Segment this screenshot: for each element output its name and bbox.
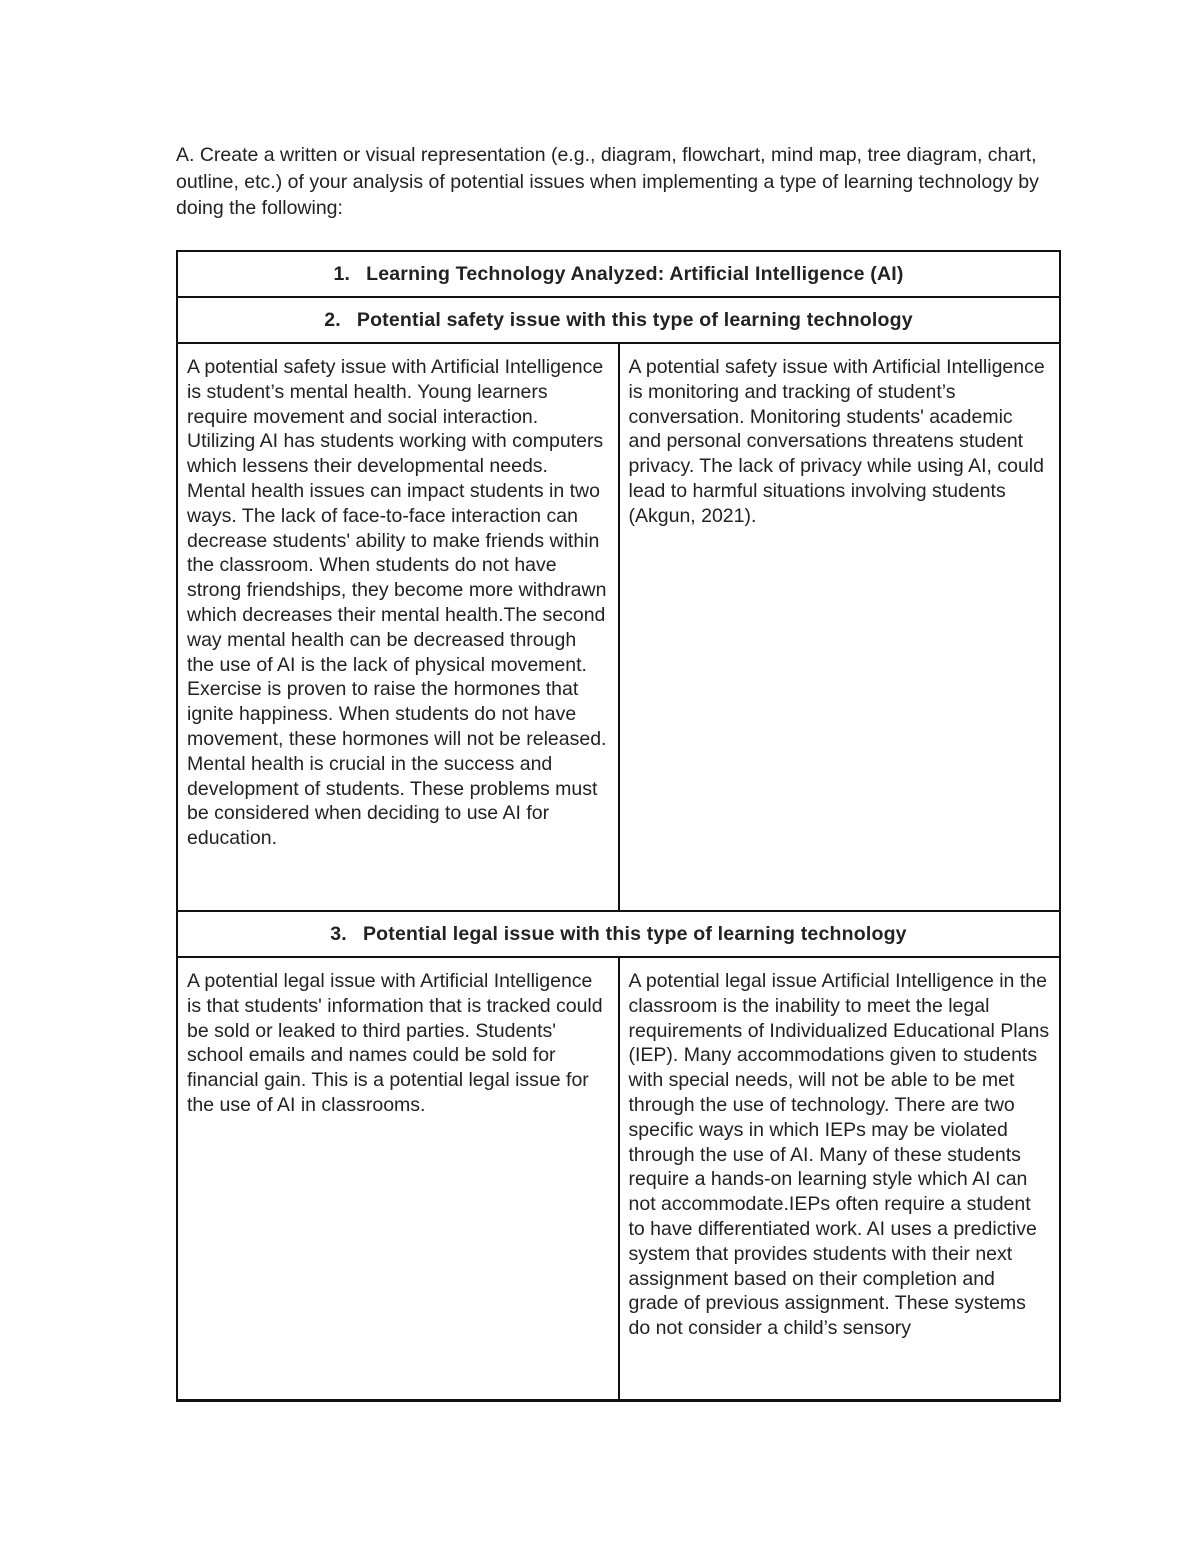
section-3-title: Potential legal issue with this type of learning technology xyxy=(362,922,907,945)
section-3-number: 3. xyxy=(330,922,347,945)
legal-issue-left-cell: A potential legal issue with Artificial Intelligence is that students' information that is tracked could be sold or leaked to third parties. Students' school emails and names could be sold for financial gain. This is a potential legal issue for the use of AI in classrooms. xyxy=(177,957,619,1401)
section-3-header-row xyxy=(177,911,1060,957)
legal-issue-row xyxy=(177,957,1060,1401)
section-3-header xyxy=(177,911,1060,957)
legal-issue-right-cell: A potential legal issue Artificial Intelligence in the classroom is the inability to meet the legal requirements of Individualized Educational Plans (IEP). Many accommodations given to students with special needs, will not be able to be met through the use of technology. There are two specific ways in which IEPs may be violated through the use of AI. Many of these students require a hands-on learning style which AI can not accommodate.IEPs often require a student to have differentiated work. AI uses a predictive system that provides students with their next assignment based on their completion and grade of previous assignment. These systems do not consider a child’s sensory xyxy=(619,957,1061,1401)
section-2-header xyxy=(177,297,1060,343)
section-1-title: Learning Technology Analyzed: Artificial Intelligence (AI) xyxy=(366,262,904,285)
section-1-header-row xyxy=(177,251,1060,297)
analysis-table xyxy=(176,250,1061,1402)
section-2-number: 2. xyxy=(324,308,341,331)
section-2-header-row xyxy=(177,297,1060,343)
intro-paragraph: A. Create a written or visual representation (e.g., diagram, flowchart, mind map, tree diagram, chart, outline, etc.) of your analysis of potential issues when implementing a type of learning technology by doing the following: xyxy=(176,144,1039,219)
section-1-number: 1. xyxy=(333,262,351,285)
section-1-header xyxy=(177,251,1060,297)
section-2-title: Potential safety issue with this type of learning technology xyxy=(356,308,913,331)
safety-issue-row xyxy=(177,343,1060,911)
safety-issue-left-cell: A potential safety issue with Artificial Intelligence is student’s mental health. Young learners require movement and social interaction. Utilizing AI has students working with computers which lessens their developmental needs. Mental health issues can impact students in two ways. The lack of face-to-face interaction can decrease students' ability to make friends within the classroom. When students do not have strong friendships, they become more withdrawn which decreases their mental health.The second way mental health can be decreased through the use of AI is the lack of physical movement. Exercise is proven to raise the hormones that ignite happiness. When students do not have movement, these hormones will not be released. Mental health is crucial in the success and development of students. These problems must be considered when deciding to use AI for education. xyxy=(177,343,619,911)
safety-issue-right-cell: A potential safety issue with Artificial Intelligence is monitoring and tracking of student’s conversation. Monitoring students' academic and personal conversations threatens student privacy. The lack of privacy while using AI, could lead to harmful situations involving students (Akgun, 2021). xyxy=(619,343,1061,911)
